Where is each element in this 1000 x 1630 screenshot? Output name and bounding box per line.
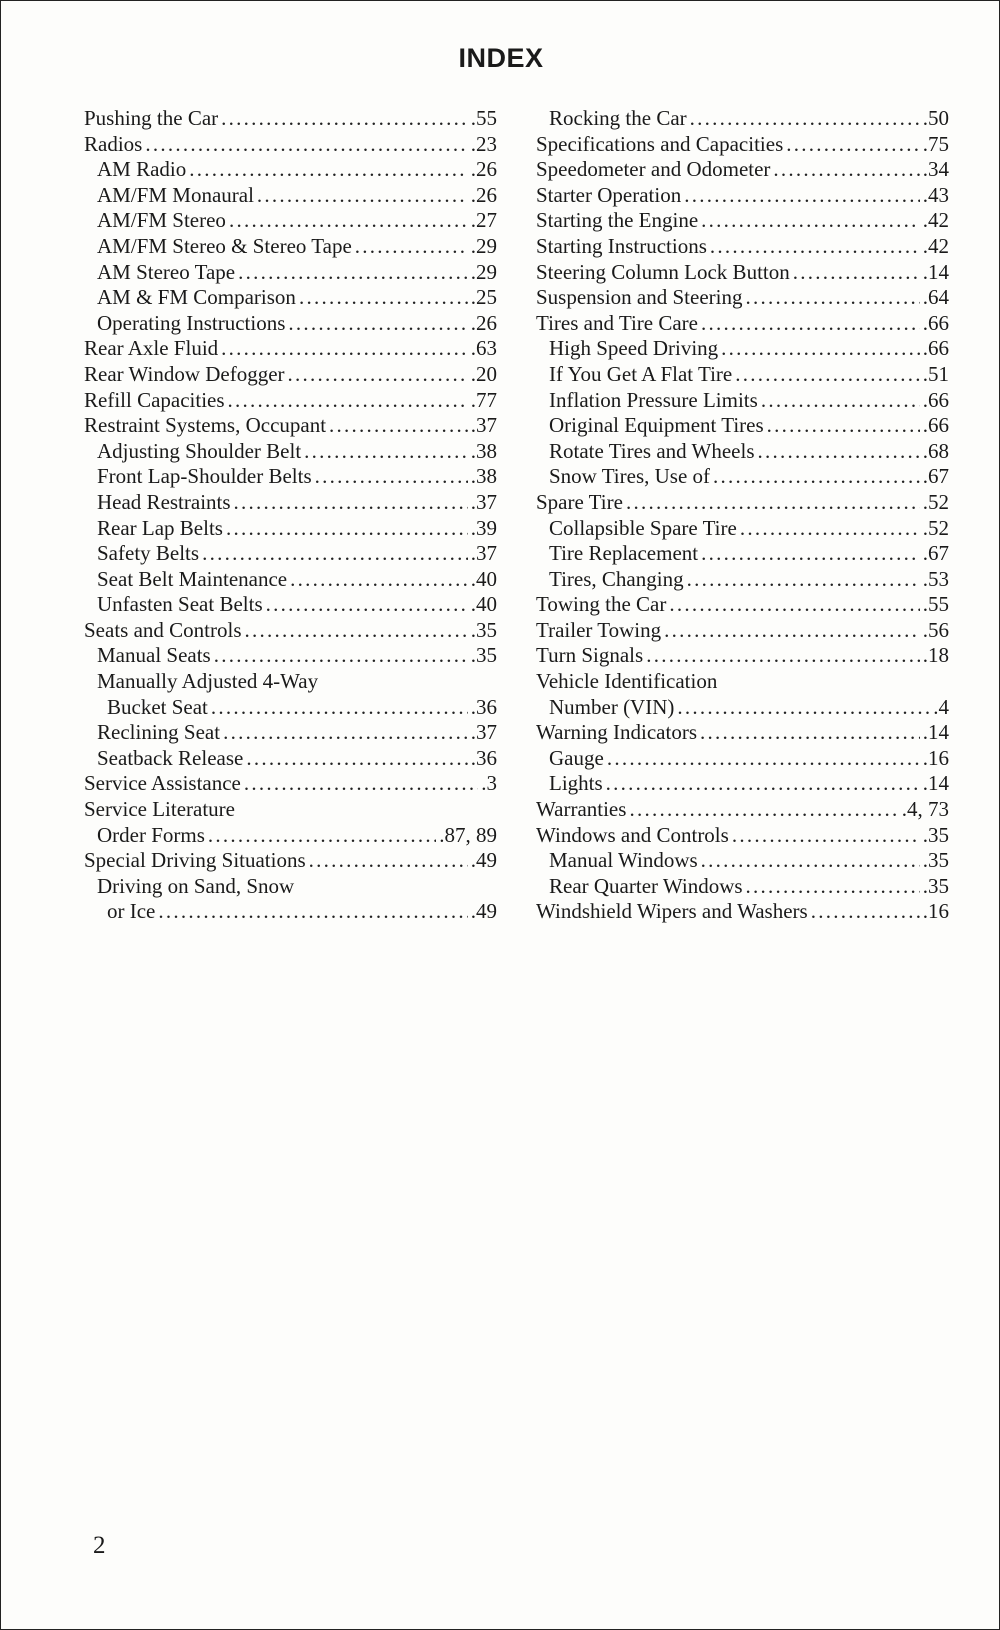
index-entry-label: Rear Quarter Windows	[549, 873, 743, 898]
index-entry	[84, 899, 497, 925]
dot-leader	[355, 234, 468, 260]
dot-leader	[773, 157, 919, 183]
dot-leader	[208, 823, 436, 849]
index-entry-pages: .64	[922, 285, 949, 310]
dot-leader	[221, 106, 468, 132]
dot-leader	[669, 592, 919, 618]
dot-leader	[606, 771, 920, 797]
index-entry-pages: .63	[470, 336, 497, 361]
index-entry	[84, 695, 497, 721]
index-entry-label: Rear Axle Fluid	[84, 336, 219, 361]
dot-leader	[745, 285, 919, 311]
index-entry-label: AM Stereo Tape	[97, 259, 236, 284]
index-entry	[84, 208, 497, 234]
index-entry	[536, 643, 949, 669]
dot-leader	[246, 746, 467, 772]
dot-leader	[290, 567, 468, 593]
dot-leader	[664, 618, 920, 644]
dot-leader	[257, 183, 468, 209]
dot-leader	[684, 183, 920, 209]
dot-leader	[700, 720, 920, 746]
index-entry	[536, 106, 949, 132]
index-entry	[84, 132, 497, 158]
index-entry-label: Original Equipment Tires	[549, 413, 764, 438]
index-entry-label: Radios	[84, 131, 143, 156]
index-entry-label: Seatback Release	[97, 745, 244, 770]
dot-leader	[226, 516, 468, 542]
index-entry-pages: .52	[922, 489, 949, 514]
index-entry-pages: .20	[470, 361, 497, 386]
index-entry-label: Trailer Towing	[536, 617, 662, 642]
index-entry-pages: .75	[922, 131, 949, 156]
dot-leader	[710, 234, 920, 260]
dot-leader	[244, 771, 478, 797]
index-entry	[84, 490, 497, 516]
dot-leader	[646, 643, 920, 669]
index-entry	[84, 643, 497, 669]
index-entry	[84, 362, 497, 388]
dot-leader	[629, 797, 898, 823]
index-entry	[84, 183, 497, 209]
index-entry	[536, 848, 949, 874]
index-entry	[536, 720, 949, 746]
index-entry-label: Seats and Controls	[84, 617, 242, 642]
dot-leader	[245, 618, 468, 644]
index-entry-label: Inflation Pressure Limits	[549, 387, 758, 412]
dot-leader	[223, 720, 468, 746]
index-entry-pages: .66	[922, 387, 949, 412]
dot-leader	[304, 439, 468, 465]
index-entry	[536, 362, 949, 388]
index-entry-pages: .26	[470, 182, 497, 207]
index-entry-label: Gauge	[549, 745, 604, 770]
index-entry-label: Manual Seats	[97, 643, 211, 668]
dot-leader	[761, 388, 920, 414]
index-entry-label: Windshield Wipers and Washers	[536, 899, 808, 924]
index-entry-pages: .36	[470, 745, 497, 770]
index-entry	[84, 874, 497, 900]
dot-leader	[607, 746, 920, 772]
index-entry-pages: .55	[922, 592, 949, 617]
index-entry-pages: .14	[922, 771, 949, 796]
dot-leader	[211, 695, 468, 721]
index-entry-label: Special Driving Situations	[84, 848, 306, 873]
index-entry	[84, 234, 497, 260]
index-entry-pages: .55	[470, 106, 497, 130]
index-entry-pages: .67	[922, 541, 949, 566]
dot-leader	[721, 336, 920, 362]
index-entry	[536, 490, 949, 516]
index-entry-label: Unfasten Seat Belts	[97, 592, 263, 617]
index-entry-label: Manual Windows	[549, 848, 698, 873]
index-entry	[84, 592, 497, 618]
index-entry-pages: .35	[922, 873, 949, 898]
index-entry	[536, 567, 949, 593]
dot-leader	[229, 208, 468, 234]
dot-leader	[746, 874, 920, 900]
dot-leader	[767, 413, 920, 439]
index-entry-label: Refill Capacities	[84, 387, 225, 412]
index-entry-label: Reclining Seat	[97, 720, 221, 745]
index-entry-label: Snow Tires, Use of	[549, 464, 711, 489]
index-entry	[84, 388, 497, 414]
index-entry-label: High Speed Driving	[549, 336, 719, 361]
index-entry-label: Starting Instructions	[536, 233, 707, 258]
dot-leader	[158, 899, 467, 925]
index-entry-pages: .35	[922, 848, 949, 873]
index-entry	[536, 413, 949, 439]
dot-leader	[687, 567, 920, 593]
index-entry-label: Lights	[549, 771, 603, 796]
index-entry-pages: .67	[922, 464, 949, 489]
index-entry	[536, 208, 949, 234]
dot-leader	[735, 362, 920, 388]
index-entry	[536, 797, 949, 823]
index-entry-pages: .26	[470, 310, 497, 335]
dot-leader	[740, 516, 920, 542]
index-entry-label: Number (VIN)	[549, 694, 675, 719]
index-entry-label: Tires and Tire Care	[536, 310, 698, 335]
dot-leader	[701, 311, 920, 337]
index-entry	[536, 771, 949, 797]
index-entry-pages: .49	[470, 848, 497, 873]
index-entry-label: Turn Signals	[536, 643, 644, 668]
index-entry-label: Restraint Systems, Occupant	[84, 413, 327, 438]
index-entry	[84, 618, 497, 644]
index-entry-label: Service Literature	[84, 797, 235, 822]
index-entry-pages: .34	[922, 157, 949, 182]
index-entry-pages: .3	[481, 771, 497, 796]
index-entry	[536, 516, 949, 542]
index-entry	[536, 260, 949, 286]
index-entry-label: Bucket Seat	[107, 694, 208, 719]
page-number: 2	[93, 1532, 106, 1559]
index-entry-label: Windows and Controls	[536, 822, 729, 847]
index-entry-label: Operating Instructions	[97, 310, 286, 335]
index-entry-label: Specifications and Capacities	[536, 131, 784, 156]
index-entry	[536, 439, 949, 465]
index-entry	[536, 132, 949, 158]
index-entry-label: Rear Lap Belts	[97, 515, 223, 540]
index-entry	[536, 874, 949, 900]
index-entry	[84, 541, 497, 567]
index-entry	[84, 797, 497, 823]
index-entry	[84, 311, 497, 337]
index-entry-pages: .36	[470, 694, 497, 719]
dot-leader	[214, 643, 468, 669]
index-entry-pages: .35	[470, 643, 497, 668]
index-entry-pages: .42	[922, 208, 949, 233]
index-entry-label: Warning Indicators	[536, 720, 698, 745]
index-entry	[84, 106, 497, 132]
index-entry-pages: .42	[922, 233, 949, 258]
index-entry-pages: .87, 89	[439, 822, 497, 847]
dot-leader	[221, 336, 468, 362]
dot-leader	[202, 541, 468, 567]
index-entry	[536, 234, 949, 260]
dot-leader	[701, 848, 920, 874]
index-entry	[536, 695, 949, 721]
index-entry-label: Steering Column Lock Button	[536, 259, 790, 284]
index-entry-pages: .66	[922, 413, 949, 438]
dot-leader	[329, 413, 468, 439]
index-entry-label: AM/FM Stereo	[97, 208, 226, 233]
index-entry	[536, 464, 949, 490]
index-entry-label: Safety Belts	[97, 541, 200, 566]
index-entry	[84, 746, 497, 772]
index-entry-label: Pushing the Car	[84, 106, 219, 130]
index-entry-label: Rotate Tires and Wheels	[549, 438, 755, 463]
index-entry-label: Suspension and Steering	[536, 285, 743, 310]
index-entry	[84, 516, 497, 542]
index-entry	[536, 336, 949, 362]
index-entry-label: Collapsible Spare Tire	[549, 515, 737, 540]
index-entry-pages: .37	[470, 489, 497, 514]
index-entry-pages: .29	[470, 233, 497, 258]
index-entry-label: Front Lap-Shoulder Belts	[97, 464, 312, 489]
index-entry	[536, 541, 949, 567]
dot-leader	[234, 490, 468, 516]
index-entry	[536, 157, 949, 183]
dot-leader	[690, 106, 920, 132]
index-entry	[84, 336, 497, 362]
index-entry-pages: .23	[470, 131, 497, 156]
index-entry-label: AM/FM Stereo & Stereo Tape	[97, 233, 352, 258]
dot-leader	[266, 592, 468, 618]
index-entry	[84, 720, 497, 746]
dot-leader	[677, 695, 930, 721]
index-entry-pages: .40	[470, 566, 497, 591]
index-entry-pages: .14	[922, 259, 949, 284]
dot-leader	[701, 208, 920, 234]
index-entry-label: Towing the Car	[536, 592, 667, 617]
index-entry-pages: .18	[922, 643, 949, 668]
index-entry-pages: .29	[470, 259, 497, 284]
index-entry-pages: .53	[922, 566, 949, 591]
index-entry	[84, 464, 497, 490]
index-entry-pages: .37	[470, 413, 497, 438]
index-entry-pages: .26	[470, 157, 497, 182]
index-entry-pages: .37	[470, 720, 497, 745]
index-entry-label: Spare Tire	[536, 489, 623, 514]
dot-leader	[288, 311, 467, 337]
index-entry	[536, 669, 949, 695]
dot-leader	[811, 899, 920, 925]
index-entry-label: AM & FM Comparison	[97, 285, 296, 310]
index-entry-pages: .66	[922, 310, 949, 335]
dot-leader	[758, 439, 920, 465]
index-entry-label: Driving on Sand, Snow	[97, 873, 295, 898]
index-entry-pages: .16	[922, 745, 949, 770]
index-entry-label: Tire Replacement	[549, 541, 699, 566]
index-entry-label: Head Restraints	[97, 489, 231, 514]
index-entry	[536, 823, 949, 849]
index-entry	[536, 183, 949, 209]
index-entry-pages: .14	[922, 720, 949, 745]
index-entry-pages: .49	[470, 899, 497, 924]
index-entry-pages: .43	[922, 182, 949, 207]
index-entry-pages: .35	[470, 617, 497, 642]
dot-leader	[189, 157, 468, 183]
index-column-left	[84, 106, 497, 925]
index-entry-pages: .68	[922, 438, 949, 463]
index-entry-label: Tires, Changing	[549, 566, 684, 591]
index-entry	[536, 746, 949, 772]
index-entry	[536, 618, 949, 644]
index-entry-label: Adjusting Shoulder Belt	[97, 438, 302, 463]
index-column-right	[536, 106, 949, 925]
index-entry-label: Vehicle Identification	[536, 669, 718, 694]
index-entry	[84, 771, 497, 797]
index-entry-label: Rocking the Car	[549, 106, 687, 130]
index-entry	[84, 669, 497, 695]
dot-leader	[238, 260, 468, 286]
index-entry-pages: .51	[922, 361, 949, 386]
index-entry-pages: .39	[470, 515, 497, 540]
index-entry-pages: .77	[470, 387, 497, 412]
index-entry-pages: .25	[470, 285, 497, 310]
index-entry	[536, 311, 949, 337]
index-entry-label: Starting the Engine	[536, 208, 699, 233]
index-entry-pages: .52	[922, 515, 949, 540]
index-entry-label: Service Assistance	[84, 771, 241, 796]
index-entry	[84, 157, 497, 183]
dot-leader	[626, 490, 920, 516]
index-entry	[84, 285, 497, 311]
index-entry	[84, 413, 497, 439]
index-entry	[84, 848, 497, 874]
dot-leader	[315, 464, 468, 490]
index-entry-pages: .35	[922, 822, 949, 847]
index-entry-pages: .4	[933, 694, 949, 719]
index-entry-pages: .40	[470, 592, 497, 617]
dot-leader	[793, 260, 920, 286]
index-entry-label: Order Forms	[97, 822, 205, 847]
dot-leader	[309, 848, 468, 874]
index-entry	[84, 439, 497, 465]
index-entry	[84, 567, 497, 593]
index-entry-label: Manually Adjusted 4-Way	[97, 669, 319, 694]
dot-leader	[299, 285, 468, 311]
dot-leader	[701, 541, 920, 567]
index-entry-label: AM Radio	[97, 157, 187, 182]
index-entry-label: Starter Operation	[536, 182, 682, 207]
index-entry-label: Seat Belt Maintenance	[97, 566, 288, 591]
index-entry-label: Rear Window Defogger	[84, 361, 285, 386]
index-entry	[536, 285, 949, 311]
index-entry-label: or Ice	[107, 899, 156, 924]
index-entry-label: Speedometer and Odometer	[536, 157, 771, 182]
dot-leader	[732, 823, 920, 849]
index-entry-pages: .38	[470, 464, 497, 489]
index-entry-pages: .4, 73	[901, 797, 949, 822]
dot-leader	[786, 132, 919, 158]
index-entry-label: Warranties	[536, 797, 627, 822]
dot-leader	[288, 362, 468, 388]
dot-leader	[228, 388, 468, 414]
dot-leader	[145, 132, 467, 158]
index-entry-pages: .56	[922, 617, 949, 642]
index-entry	[84, 260, 497, 286]
index-entry	[536, 899, 949, 925]
index-entry-pages: .16	[922, 899, 949, 924]
index-entry-pages: .50	[922, 106, 949, 130]
index-entry-label: AM/FM Monaural	[97, 182, 254, 207]
index-entry-pages: .38	[470, 438, 497, 463]
index-entry-pages: .66	[922, 336, 949, 361]
page-title: INDEX	[458, 43, 544, 73]
index-entry-label: If You Get A Flat Tire	[549, 361, 733, 386]
index-entry-pages: .37	[470, 541, 497, 566]
dot-leader	[713, 464, 920, 490]
index-entry	[84, 823, 497, 849]
index-entry	[536, 592, 949, 618]
index-entry	[536, 388, 949, 414]
index-entry-pages: .27	[470, 208, 497, 233]
